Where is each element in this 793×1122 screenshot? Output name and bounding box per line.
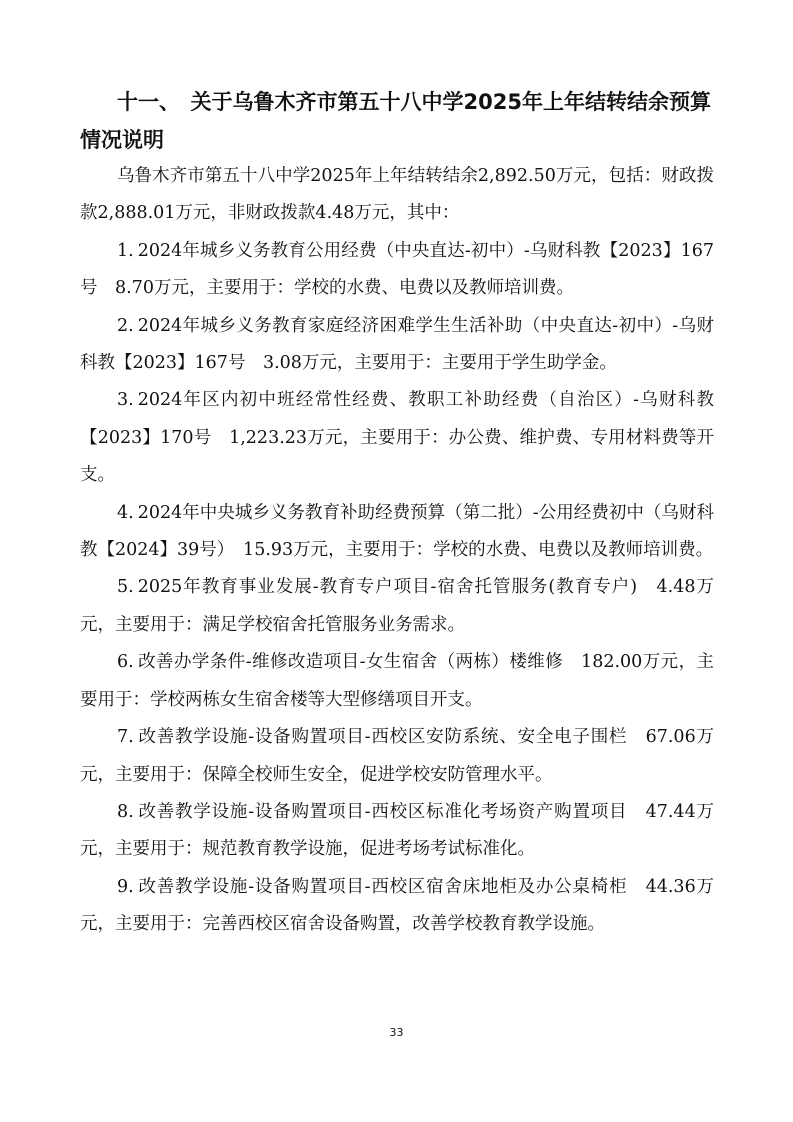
- item-text: 2024年城乡义务教育家庭经济困难学生生活补助（中央直达-初中）-乌财科教【2023】167号 3.08万元，主要用于：主要用于学生助学金。: [80, 315, 714, 374]
- item-text: 改善教学设施-设备购置项目-西校区宿舍床地柜及办公桌椅柜 44.36万元，主要用于：完善西校区宿舍设备购置，改善学校教育教学设施。: [80, 876, 714, 935]
- item-number: 8.: [117, 801, 134, 822]
- page-number: 33: [389, 1026, 404, 1039]
- item-number: 3.: [117, 390, 134, 411]
- item-number: 7.: [117, 727, 134, 748]
- item-text: 2024年区内初中班经常性经费、教职工补助经费（自治区）-乌财科教【2023】170号 1,223.23万元，主要用于：办公费、维护费、专用材料费等开支。: [80, 390, 714, 486]
- section-heading: 十一、 关于乌鲁木齐市第五十八中学2025年上年结转结余预算情况说明: [80, 90, 711, 152]
- document-body: [80, 158, 714, 944]
- item-text: 改善办学条件-维修改造项目-女生宿舍（两栋）楼维修 182.00万元，主要用于：学校两栋女生宿舍楼等大型修缮项目开支。: [80, 652, 714, 710]
- list-item: [80, 719, 714, 794]
- item-text: 改善教学设施-设备购置项目-西校区标准化考场资产购置项目 47.44万元，主要用于：规范教育教学设施，促进考场考试标准化。: [80, 801, 714, 860]
- item-number: 2.: [117, 315, 134, 336]
- list-item: [80, 644, 714, 719]
- item-number: 1.: [117, 240, 134, 261]
- item-text: 2025年教育事业发展-教育专户项目-宿舍托管服务(教育专户) 4.48万元，主要用于：满足学校宿舍托管服务业务需求。: [80, 577, 714, 635]
- item-text: 2024年中央城乡义务教育补助经费预算（第二批）-公用经费初中（乌财科教【2024】39号） 15.93万元，主要用于：学校的水费、电费以及教师培训费。: [80, 502, 714, 561]
- list-item: [80, 308, 714, 383]
- list-item: [80, 233, 714, 308]
- item-number: 4.: [117, 502, 134, 523]
- list-item: [80, 495, 714, 570]
- intro-paragraph: 乌鲁木齐市第五十八中学2025年上年结转结余2,892.50万元，包括：财政拨款2,888.01万元，非财政拨款4.48万元，其中：: [80, 166, 714, 224]
- item-number: 5.: [117, 577, 134, 598]
- list-item: [80, 569, 714, 644]
- item-text: 2024年城乡义务教育公用经费（中央直达-初中）-乌财科教【2023】167号 8.70万元，主要用于：学校的水费、电费以及教师培训费。: [80, 240, 714, 299]
- list-item: [80, 794, 714, 869]
- item-number: 6.: [117, 652, 134, 673]
- item-text: 改善教学设施-设备购置项目-西校区安防系统、安全电子围栏 67.06万元，主要用于：保障全校师生安全，促进学校安防管理水平。: [80, 727, 714, 785]
- list-item: [80, 382, 714, 494]
- item-number: 9.: [117, 876, 134, 897]
- list-item: [80, 869, 714, 944]
